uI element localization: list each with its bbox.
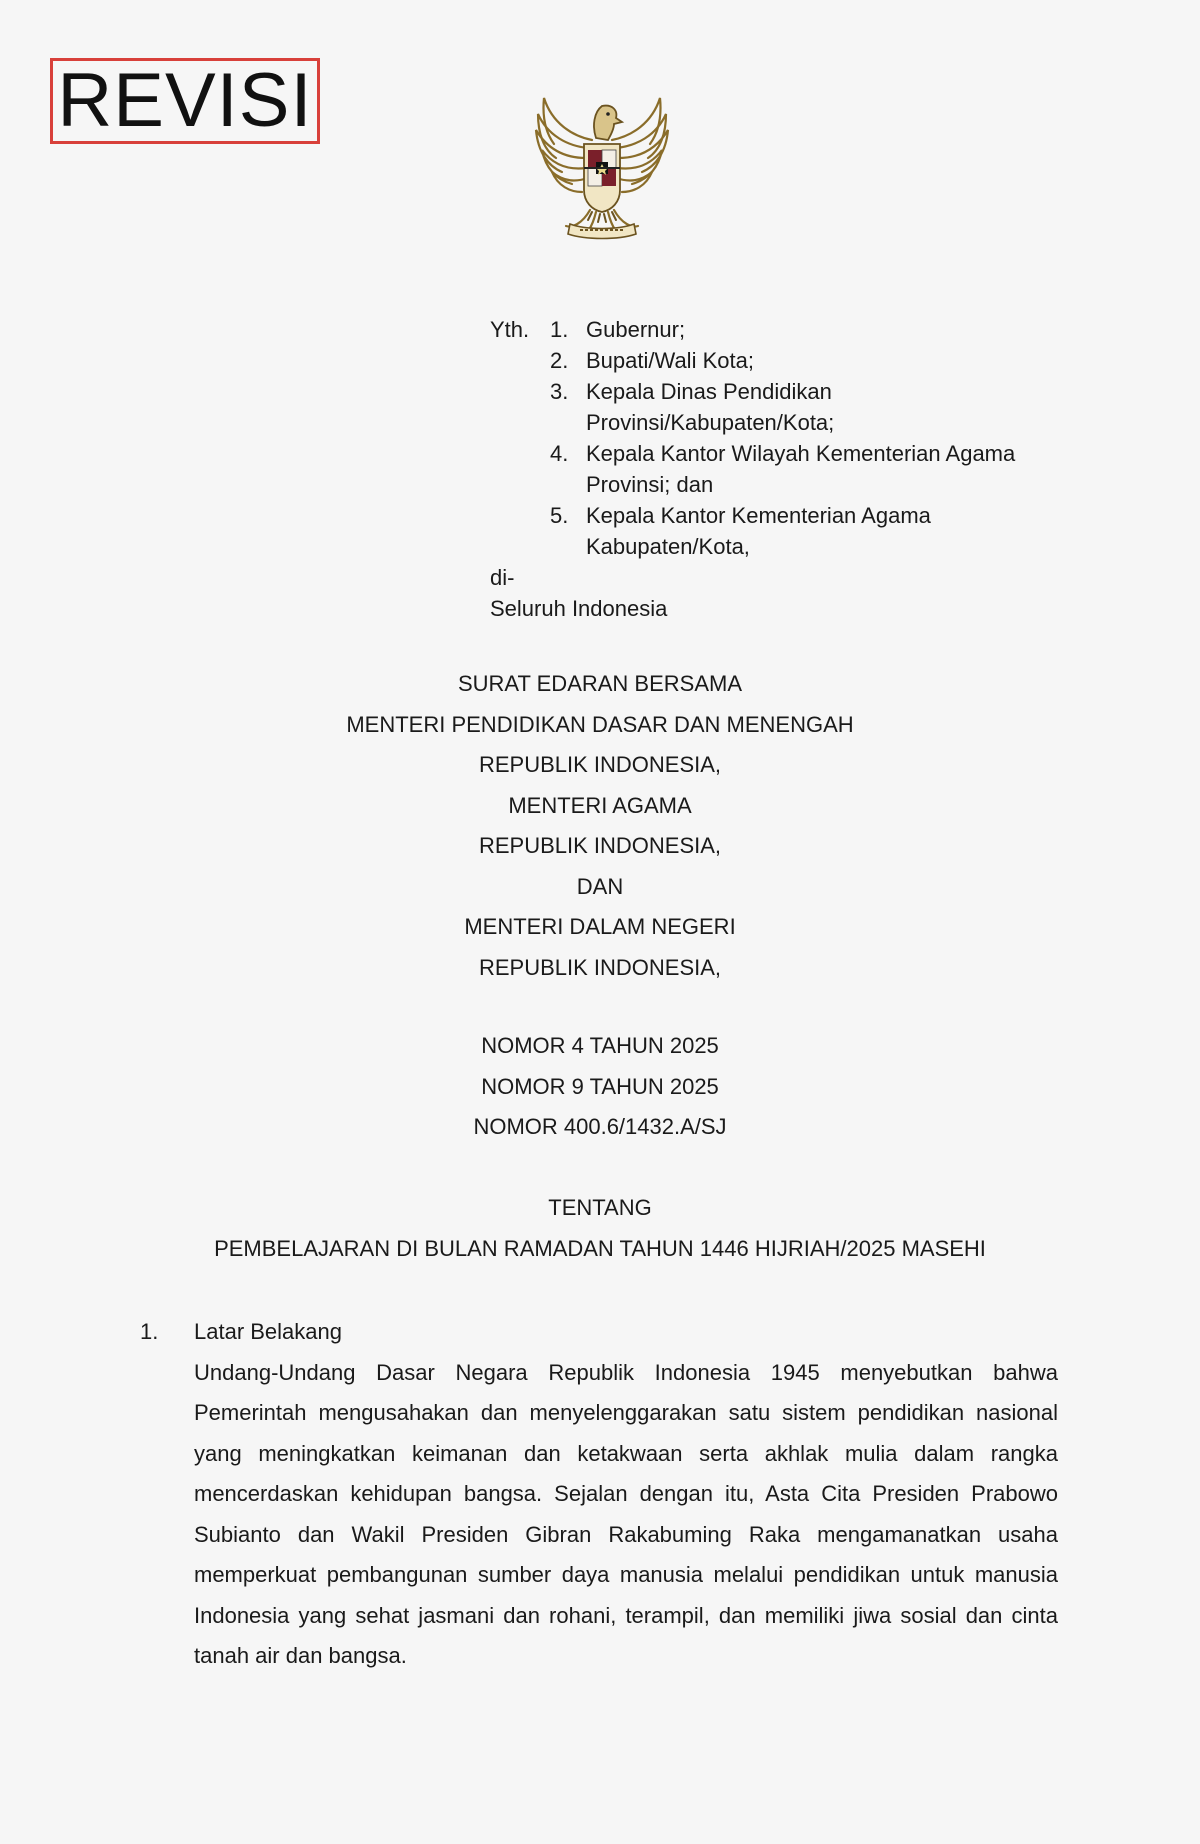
garuda-pancasila-emblem-icon [522,78,682,248]
addressee-item [550,500,1110,562]
heading-line: DAN [576,873,624,899]
addressee-item-number: 4. [550,441,569,466]
addressee-item [550,314,1110,345]
addressee-item-number: 2. [550,348,569,373]
document-number: NOMOR 9 TAHUN 2025 [481,1073,719,1099]
addressee-item-text: Kepala Dinas Pendidikan Provinsi/Kabupaten/Kota; [586,379,835,435]
addressee-item-text: Gubernur; [586,317,686,342]
addressee-item-text: Bupati/Wali Kota; [586,348,754,373]
heading-line: REPUBLIK INDONESIA, [478,833,722,858]
addressee-location: Seluruh Indonesia [490,596,668,621]
section-body: Undang-Undang Dasar Negara Republik Indonesia 1945 menyebutkan bahwa Pemerintah mengusahakan dan menyelenggarakan satu sistem pendidikan nasional yang meningkatkan keimanan dan ketakwaan serta akhlak mulia dalam rangka mencerdaskan kehidupan bangsa. Sejalan dengan itu, Asta Cita Presiden Prabowo Subianto dan Wakil Presiden Gibran Rakabuming Raka mengamanatkan usaha memperkuat pembangunan sumber daya manusia melalui pendidikan untuk manusia Indonesia yang sehat jasmani dan rohani, terampil, dan memiliki jiwa sosial dan cinta tanah air dan bangsa. [194,1359,1058,1668]
heading-line: SURAT EDARAN BERSAMA [457,671,743,696]
addressee-item-text: Kepala Kantor Kementerian Agama Kabupaten/Kota, [586,503,931,559]
revisi-stamp-label: REVISI [57,58,313,143]
addressee-prefix: Yth. [490,317,530,342]
heading-line: MENTERI DALAM NEGERI [464,914,736,939]
addressee-item-number: 1. [550,317,569,342]
addressee-item-number: 5. [550,503,569,528]
section-title: Latar Belakang [194,1319,342,1344]
subject-label: TENTANG [548,1195,652,1220]
document-number: NOMOR 400.6/1432.A/SJ [473,1114,727,1139]
heading-line: MENTERI AGAMA [508,792,692,818]
revisi-stamp [50,58,320,144]
addressee-item [550,376,1110,438]
addressee-item [550,438,1110,500]
addressee-item [550,345,1110,376]
addressee-item-number: 3. [550,379,569,404]
document-subject [100,1188,1100,1269]
document-numbers [100,1026,1100,1148]
addressee-item-text: Kepala Kantor Wilayah Kementerian Agama Provinsi; dan [586,441,1016,497]
heading-line: REPUBLIK INDONESIA, [478,954,722,980]
section-number: 1. [140,1319,159,1344]
heading-line: MENTERI PENDIDIKAN DASAR DAN MENENGAH [346,711,854,737]
document-heading [100,664,1100,988]
subject-text: PEMBELAJARAN DI BULAN RAMADAN TAHUN 1446 HIJRIAH/2025 MASEHI [214,1235,986,1261]
heading-line: REPUBLIK INDONESIA, [478,752,722,777]
addressee-di: di- [490,565,515,590]
document-number: NOMOR 4 TAHUN 2025 [481,1033,719,1058]
addressee-list [550,314,1110,562]
